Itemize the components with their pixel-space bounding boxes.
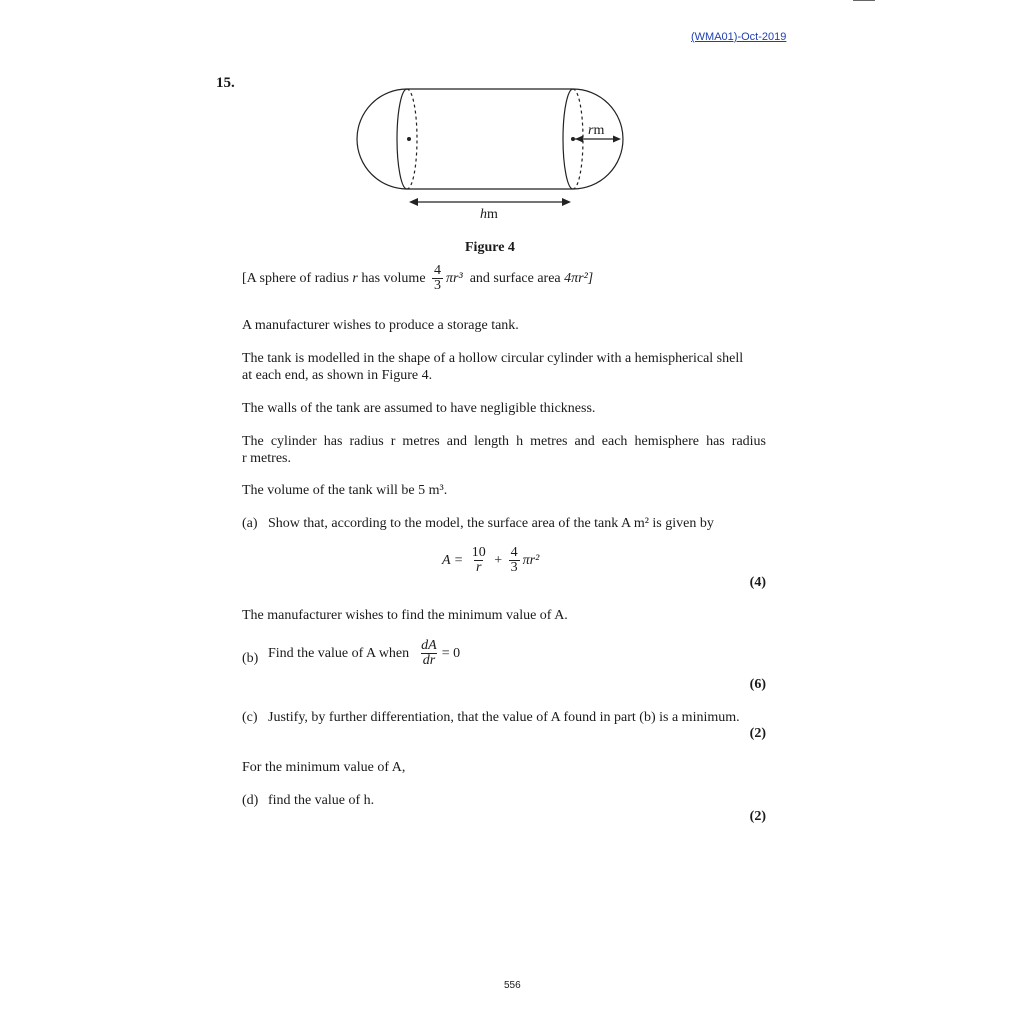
part-b-label: (b) (242, 651, 259, 666)
part-b-text: Find the value of A when $\frac{dA}{dr}$ = 0 (268, 638, 461, 668)
part-c-marks: (2) (749, 726, 766, 741)
for-minimum-line: For the minimum value of A, (242, 760, 406, 775)
length-arrowhead-right (562, 198, 571, 206)
length-arrowhead-left (409, 198, 418, 206)
intro-line-2: The tank is modelled in the shape of a hollow circular cylinder with a hemispherical shell (242, 351, 744, 366)
cylinder-line-1: The cylinder has radius r metres and length h metres and each hemisphere has radius (242, 434, 766, 449)
radius-arrowhead-right (613, 136, 621, 143)
part-d-label: (d) (242, 793, 259, 808)
intro-line-3: at each end, as shown in Figure 4. (242, 368, 433, 383)
derivative-fraction: $\frac{dA}{dr}$ (421, 638, 437, 668)
part-a-marks: (4) (749, 575, 766, 590)
length-label: hm (480, 207, 498, 222)
question-number: 15. (216, 75, 235, 91)
minimum-intro-line: The manufacturer wishes to find the minimum value of A. (242, 608, 568, 623)
part-d-marks: (2) (749, 809, 766, 824)
figure-caption: Figure 4 (465, 240, 515, 255)
tank-diagram (355, 82, 630, 222)
ten-over-r-fraction: $\frac{10}{r}$ (471, 545, 486, 575)
cylinder-line-2: r metres. (242, 451, 291, 466)
intro-line-1: A manufacturer wishes to produce a storage tank. (242, 318, 519, 333)
part-a-text: Show that, according to the model, the surface area of the tank A m² is given by (268, 516, 714, 531)
part-a-label: (a) (242, 516, 258, 531)
radius-arrowhead-left (575, 136, 583, 143)
top-edge-line (853, 0, 875, 1)
part-b-marks: (6) (749, 677, 766, 692)
left-centre-dot (407, 137, 411, 141)
four-thirds-fraction-a: $\frac{4}{3}$ (510, 545, 518, 575)
right-centre-dot (571, 137, 575, 141)
paper-reference-link[interactable]: (WMA01)-Oct-2019 (691, 31, 787, 43)
volume-line: The volume of the tank will be 5 m³. (242, 483, 448, 498)
radius-label: rm (588, 123, 605, 138)
page-number: 556 (504, 980, 521, 991)
sphere-formula-note: [A sphere of radius r has volume $\frac{4}{3}$ πr³ and surface area 4πr²] (242, 263, 594, 293)
part-c-text: Justify, by further differentiation, that the value of A found in part (b) is a minimum. (268, 710, 740, 725)
part-c-label: (c) (242, 710, 258, 725)
intro-line-4: The walls of the tank are assumed to have negligible thickness. (242, 401, 596, 416)
left-ellipse-front (397, 89, 407, 189)
surface-area-equation: A = $\frac{10}{r}$ + $\frac{4}{3}$ πr² (442, 545, 540, 575)
part-d-text: find the value of h. (268, 793, 375, 808)
four-thirds-fraction: $\frac{4}{3}$ (434, 263, 442, 293)
